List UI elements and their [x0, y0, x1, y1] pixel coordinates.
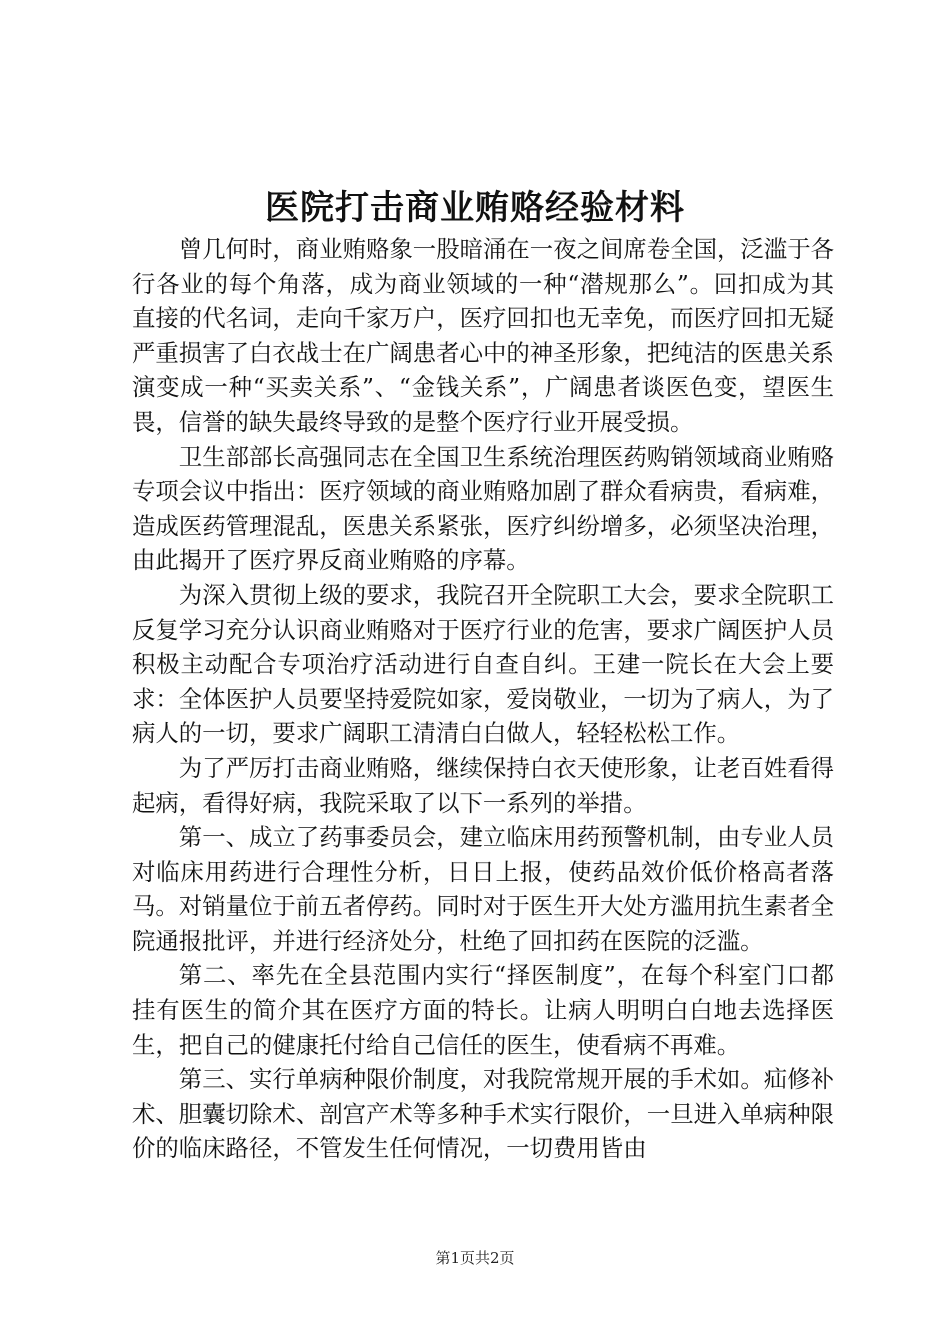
page-footer [0, 1248, 950, 1268]
paragraph: 第一、成立了药事委员会，建立临床用药预警机制，由专业人员对临床用药进行合理性分析，日日上报，使药品效价低价格高者落马。对销量位于前五者停药。同时对于医生开大处方滥用抗生素者全院通报批评，并进行经济处分，杜绝了回扣药在医院的泛滥。 [132, 823, 834, 955]
paragraph: 卫生部部长高强同志在全国卫生系统治理医药购销领域商业贿赂专项会议中指出：医疗领域的商业贿赂加剧了群众看病贵，看病难，造成医药管理混乱，医患关系紧张，医疗纠纷增多，必须坚决治理，由此揭开了医疗界反商业贿赂的序幕。 [132, 442, 834, 575]
paragraph: 为了严厉打击商业贿赂，继续保持白衣天使形象，让老百姓看得起病，看得好病，我院采取了以下一系列的举措。 [132, 753, 834, 817]
page-number: 第1页 [435, 1249, 475, 1267]
document-title: 医院打击商业贿赂经验材料 [265, 188, 685, 228]
paragraph: 为深入贯彻上级的要求，我院召开全院职工大会，要求全院职工反复学习充分认识商业贿赂对于医疗行业的危害，要求广阔医护人员积极主动配合专项治疗活动进行自查自纠。王建一院长在大会上要求：全体医护人员要坚持爱院如家，爱岗敬业，一切为了病人，为了病人的一切，要求广阔职工清清白白做人，轻轻松松工作。 [132, 580, 834, 748]
paragraph: 第二、率先在全县范围内实行“择医制度”，在每个科室门口都挂有医生的简介其在医疗方面的特长。让病人明明白白地去选择医生，把自己的健康托付给自己信任的医生，使看病不再难。 [132, 961, 834, 1059]
document-body [132, 232, 834, 1166]
paragraph: 第三、实行单病种限价制度，对我院常规开展的手术如。疝修补术、胆囊切除术、剖宫产术等多种手术实行限价，一旦进入单病种限价的临床路径，不管发生任何情况，一切费用皆由 [132, 1065, 834, 1163]
paragraph: 曾几何时，商业贿赂象一股暗涌在一夜之间席卷全国，泛滥于各行各业的每个角落，成为商业领域的一种“潜规那么”。回扣成为其直接的代名词，走向千家万户，医疗回扣也无幸免，而医疗回扣无疑严重损害了白衣战士在广阔患者心中的神圣形象，把纯洁的医患关系演变成一种“买卖关系”、“金钱关系”，广阔患者谈医色变，望医生畏，信誉的缺失最终导致的是整个医疗行业开展受损。 [132, 235, 834, 436]
page-total: 共2页 [475, 1249, 515, 1267]
